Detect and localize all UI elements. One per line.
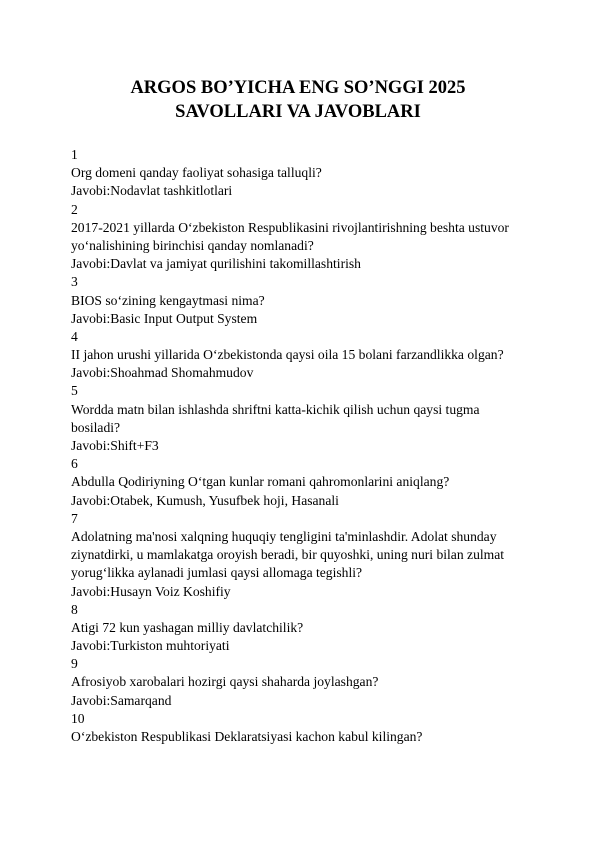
title-line: SAVOLLARI VA JAVOBLARI: [175, 102, 421, 122]
answer-text: Javobi:Davlat va jamiyat qurilishini takomillashtirish: [71, 256, 361, 272]
question-text: BIOS so‘zining kengaytmasi nima?: [71, 292, 265, 308]
question-number: 6: [71, 456, 78, 472]
answer-text: Javobi:Turkiston muhtoriyati: [71, 638, 230, 654]
question-number: 4: [71, 328, 78, 344]
question-text: yorug‘likka aylanadi jumlasi qaysi allomaga tegishli?: [71, 565, 363, 581]
question-item: [71, 510, 541, 601]
question-text: ziynatdirki, u mamlakatga oroyish beradi, bir quyoshki, uning nuri bilan zulmat: [71, 547, 505, 563]
question-item: [71, 455, 541, 510]
answer-text: Javobi:Samarqand: [71, 692, 172, 708]
question-text: Wordda matn bilan ishlashda shriftni katta-kichik qilish uchun qaysi tugma: [71, 401, 480, 417]
answer-text: Javobi:Basic Input Output System: [71, 310, 258, 326]
question-item: [71, 328, 541, 383]
question-text: O‘zbekiston Respublikasi Deklaratsiyasi kachon kabul kilingan?: [71, 729, 423, 744]
answer-text: Javobi:Shoahmad Shomahmudov: [71, 365, 254, 381]
question-item: [71, 201, 541, 274]
question-number: 9: [71, 656, 78, 672]
question-item: [71, 601, 541, 656]
question-text: Org domeni qanday faoliyat sohasiga talluqli?: [71, 165, 322, 181]
question-number: 2: [71, 201, 78, 217]
question-item: [71, 382, 541, 455]
question-text: bosiladi?: [71, 419, 121, 435]
question-number: 5: [71, 383, 78, 399]
question-text: II jahon urushi yillarida O‘zbekistonda qaysi oila 15 bolani farzandlikka olgan?: [71, 347, 504, 363]
question-list: [71, 146, 541, 746]
question-text: Abdulla Qodiriyning O‘tgan kunlar romani qahromonlarini aniqlang?: [71, 474, 450, 490]
document-title: [0, 76, 596, 124]
answer-text: Javobi:Husayn Voiz Koshifiy: [71, 583, 231, 599]
question-number: 10: [71, 710, 85, 726]
question-text: Atigi 72 kun yashagan milliy davlatchilik?: [71, 619, 304, 635]
question-item: [71, 273, 541, 328]
question-number: 7: [71, 510, 78, 526]
title-line: ARGOS BO’YICHA ENG SO’NGGI 2025: [130, 78, 466, 98]
question-text: Afrosiyob xarobalari hozirgi qaysi shaharda joylashgan?: [71, 674, 379, 690]
question-number: 1: [71, 147, 78, 162]
question-number: 8: [71, 601, 78, 617]
question-item: [71, 655, 541, 710]
question-number: 3: [71, 274, 78, 290]
question-item: [71, 146, 541, 201]
question-text: Adolatning ma'nosi xalqning huquqiy tengligini ta'minlashdir. Adolat shunday: [71, 528, 497, 544]
question-item: [71, 710, 541, 746]
answer-text: Javobi:Otabek, Kumush, Yusufbek hoji, Hasanali: [71, 492, 339, 508]
question-text: 2017-2021 yillarda O‘zbekiston Respublikasini rivojlantirishning beshta ustuvor: [71, 219, 509, 235]
question-text: yo‘nalishining birinchisi qanday nomlanadi?: [71, 237, 314, 253]
answer-text: Javobi:Nodavlat tashkitlotlari: [71, 183, 233, 199]
answer-text: Javobi:Shift+F3: [71, 438, 159, 453]
